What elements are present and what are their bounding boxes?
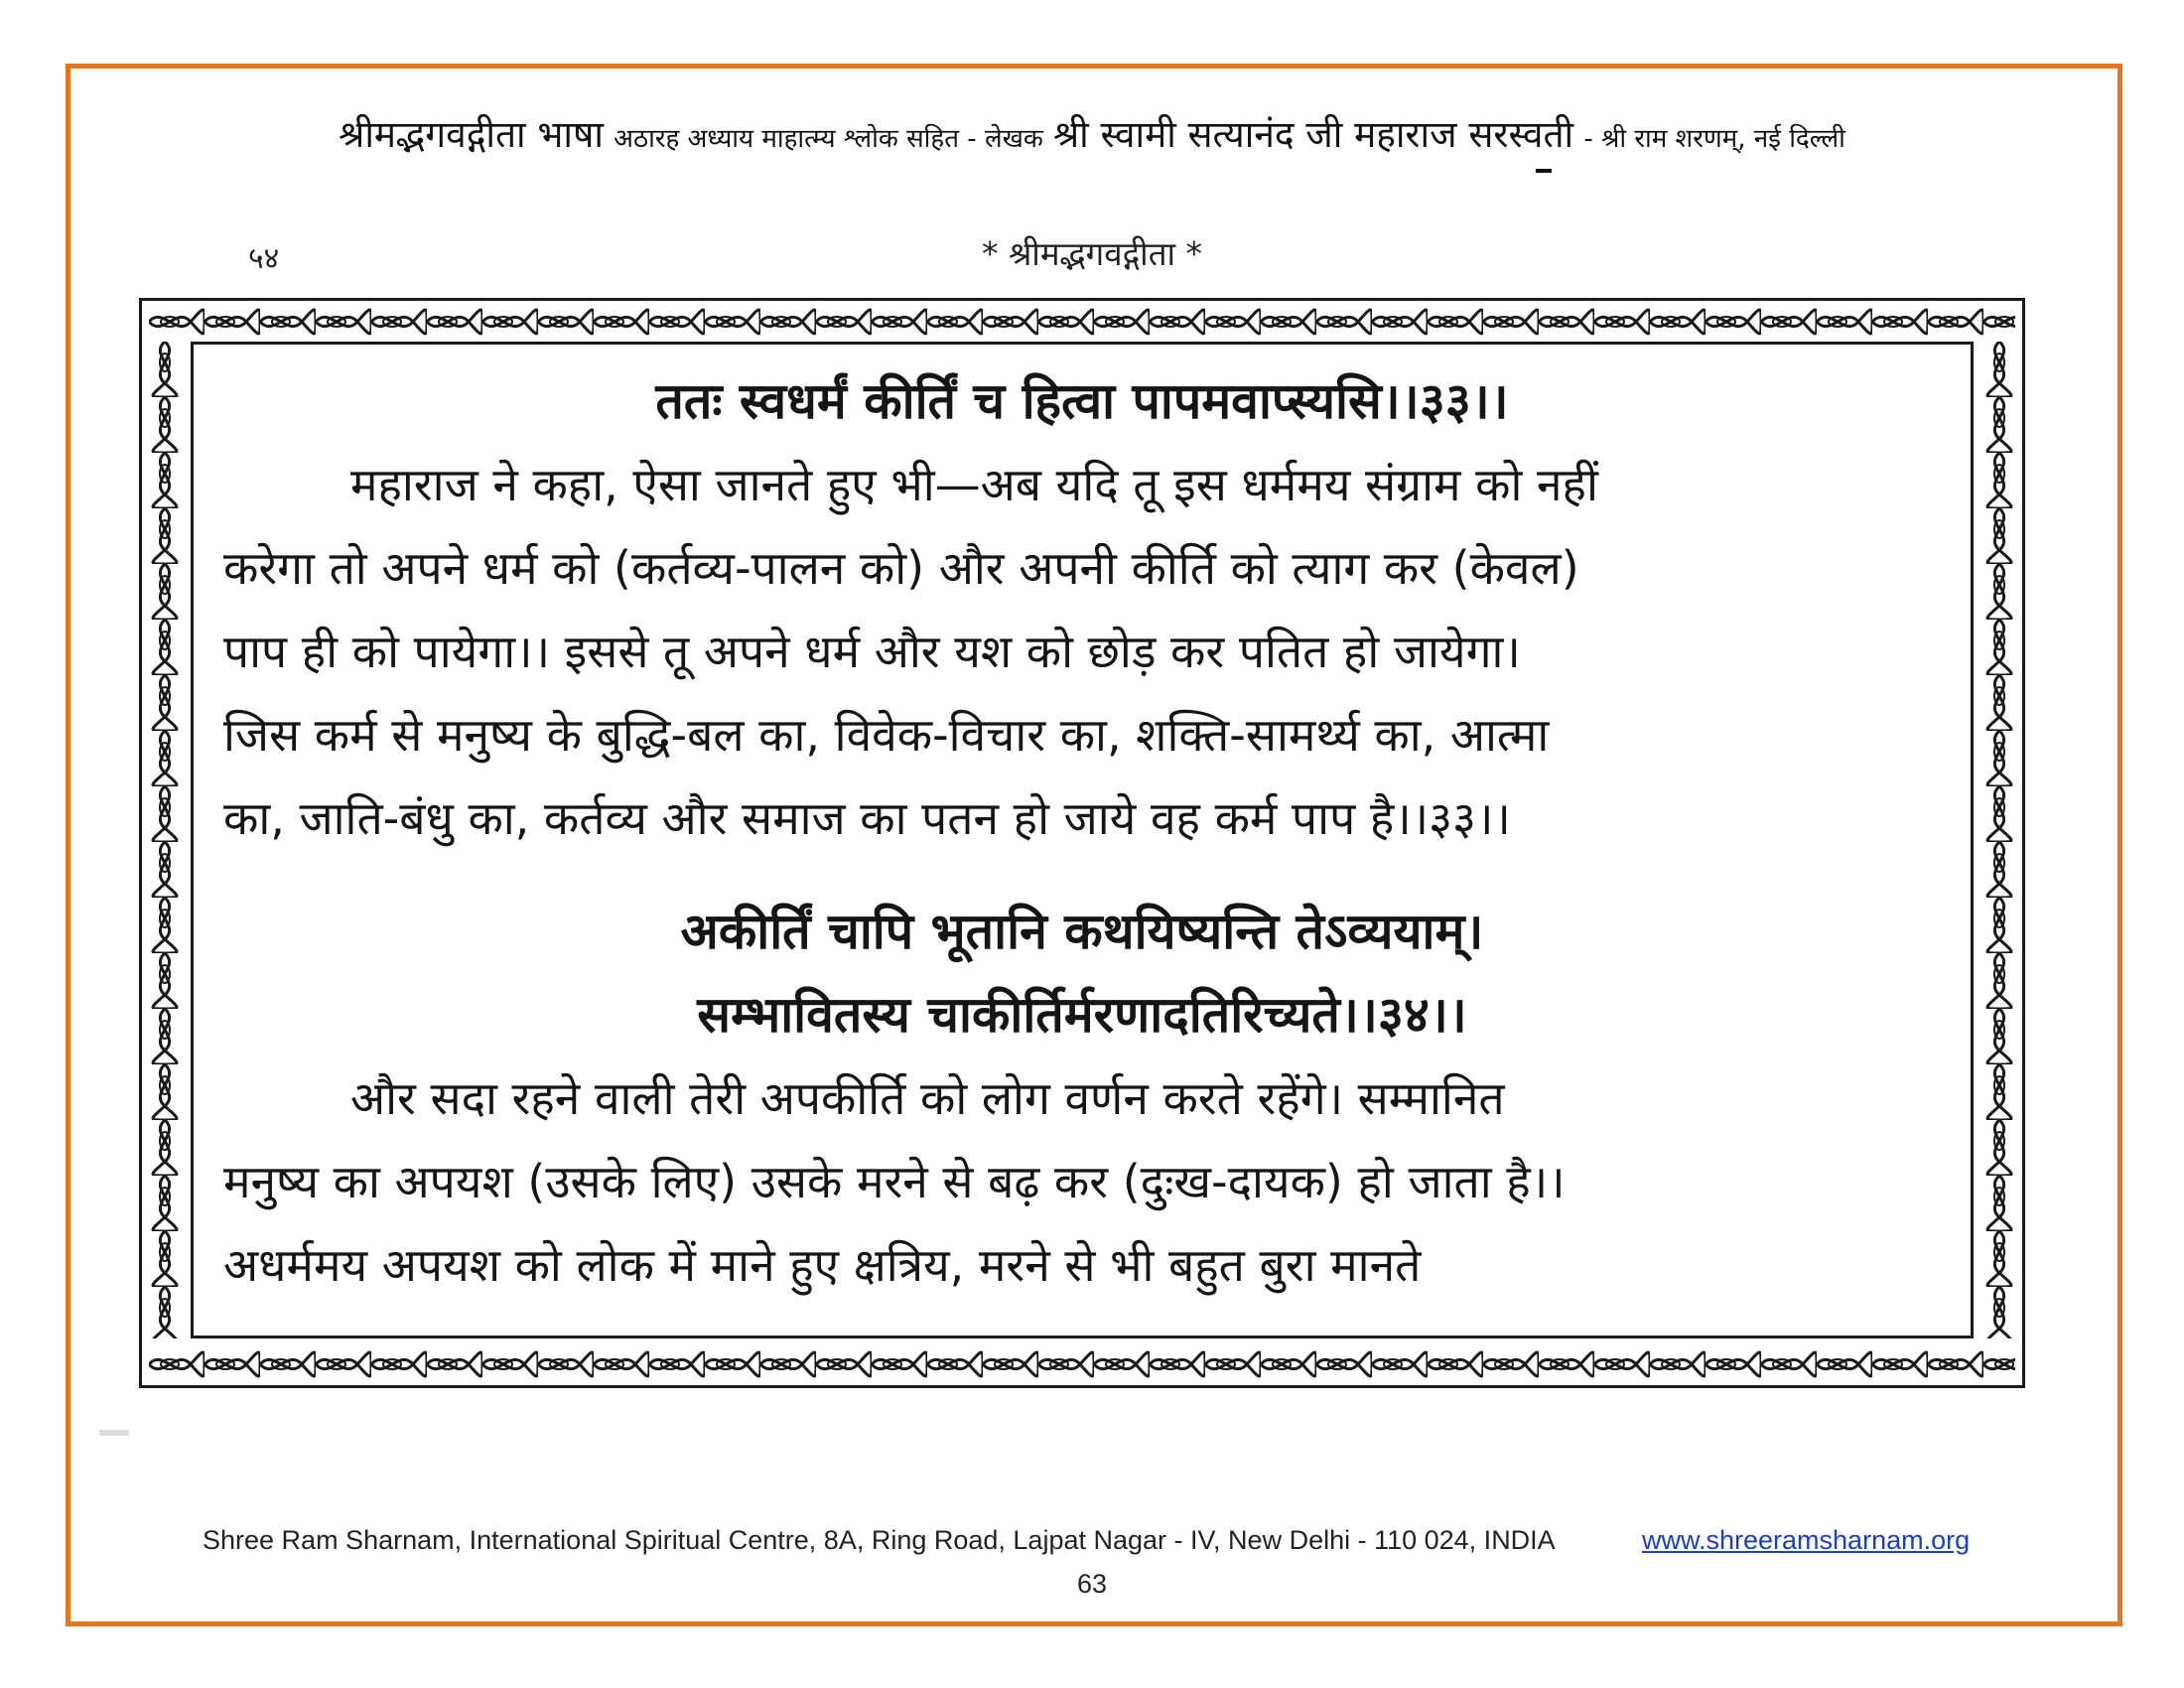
scanned-page-content bbox=[223, 359, 1941, 1307]
footer-page-number: 63 bbox=[1076, 1569, 1108, 1599]
footer-address: Shree Ram Sharnam, International Spiritual Centre, 8A, Ring Road, Lajpat Nagar - IV, New Delhi - 110 024, INDIA bbox=[203, 1525, 1556, 1555]
header-publisher: - श्री राम शरणम्, नई दिल्ली bbox=[1583, 124, 1845, 154]
commentary-line: महाराज ने कहा, ऐसा जानते हुए भी—अब यदि तू इस धर्ममय संग्राम को नहीं bbox=[350, 458, 1598, 511]
commentary-line: जिस कर्म से मनुष्य के बुद्धि-बल का, विवेक-विचार का, शक्ति-सामर्थ्य का, आत्मा bbox=[223, 708, 1550, 762]
commentary-33 bbox=[223, 443, 1941, 860]
commentary-line: मनुष्य का अपयश (उसके लिए) उसके मरने से बढ़ कर (दुःख-दायक) हो जाता है।। bbox=[223, 1155, 1566, 1208]
commentary-line: करेगा तो अपने धर्म को (कर्तव्य-पालन को) और अपनी कीर्ति को त्याग कर (केवल) bbox=[223, 541, 1579, 595]
commentary-34 bbox=[223, 1056, 1941, 1307]
scan-smudge bbox=[99, 1430, 129, 1436]
dash-mark bbox=[1536, 169, 1552, 173]
website-link[interactable]: www.shreeramsharnam.org bbox=[1642, 1525, 1971, 1555]
verse-34-line-2: सम्भावितस्य चाकीर्तिर्मरणादतिरिच्यते।।३४।। bbox=[697, 986, 1467, 1044]
document-header bbox=[99, 107, 2085, 158]
header-subtitle: अठारह अध्याय माहात्म्य श्लोक सहित - लेखक bbox=[614, 124, 1043, 154]
commentary-line: और सदा रहने वाली तेरी अपकीर्ति को लोग वर्णन करते रहेंगे। सम्मानित bbox=[350, 1071, 1505, 1125]
ornament-band-top bbox=[149, 306, 2015, 338]
commentary-line: का, जाति-बंधु का, कर्तव्य और समाज का पतन हो जाये वह कर्म पाप है।।३३।। bbox=[223, 791, 1511, 845]
verse-34-line-1: अकीर्तिं चापि भूतानि कथयिष्यन्ति तेऽव्ययाम्। bbox=[680, 903, 1484, 960]
ornament-band-right bbox=[1983, 342, 2015, 1338]
commentary-line: पाप ही को पायेगा।। इससे तू अपने धर्म और यश को छोड़ कर पतित हो जायेगा। bbox=[223, 625, 1521, 678]
header-author: श्री स्वामी सत्यानंद जी महाराज सरस्वती bbox=[1052, 113, 1574, 156]
ornament-band-left bbox=[149, 342, 181, 1338]
commentary-line: अधर्ममय अपयश को लोक में माने हुए क्षत्रिय, मरने से भी बहुत बुरा मानते bbox=[223, 1238, 1422, 1292]
scan-page-number: ५४ bbox=[248, 241, 280, 276]
ornament-band-bottom bbox=[149, 1348, 2015, 1380]
header-title: श्रीमद्भगवद्गीता भाषा bbox=[339, 113, 604, 156]
scan-running-head: * श्रीमद्भगवद्गीता * bbox=[981, 234, 1203, 273]
verse-33: ततः स्वधर्मं कीर्तिं च हित्वा पापमवाप्स्यसि।।३३।। bbox=[655, 372, 1509, 430]
